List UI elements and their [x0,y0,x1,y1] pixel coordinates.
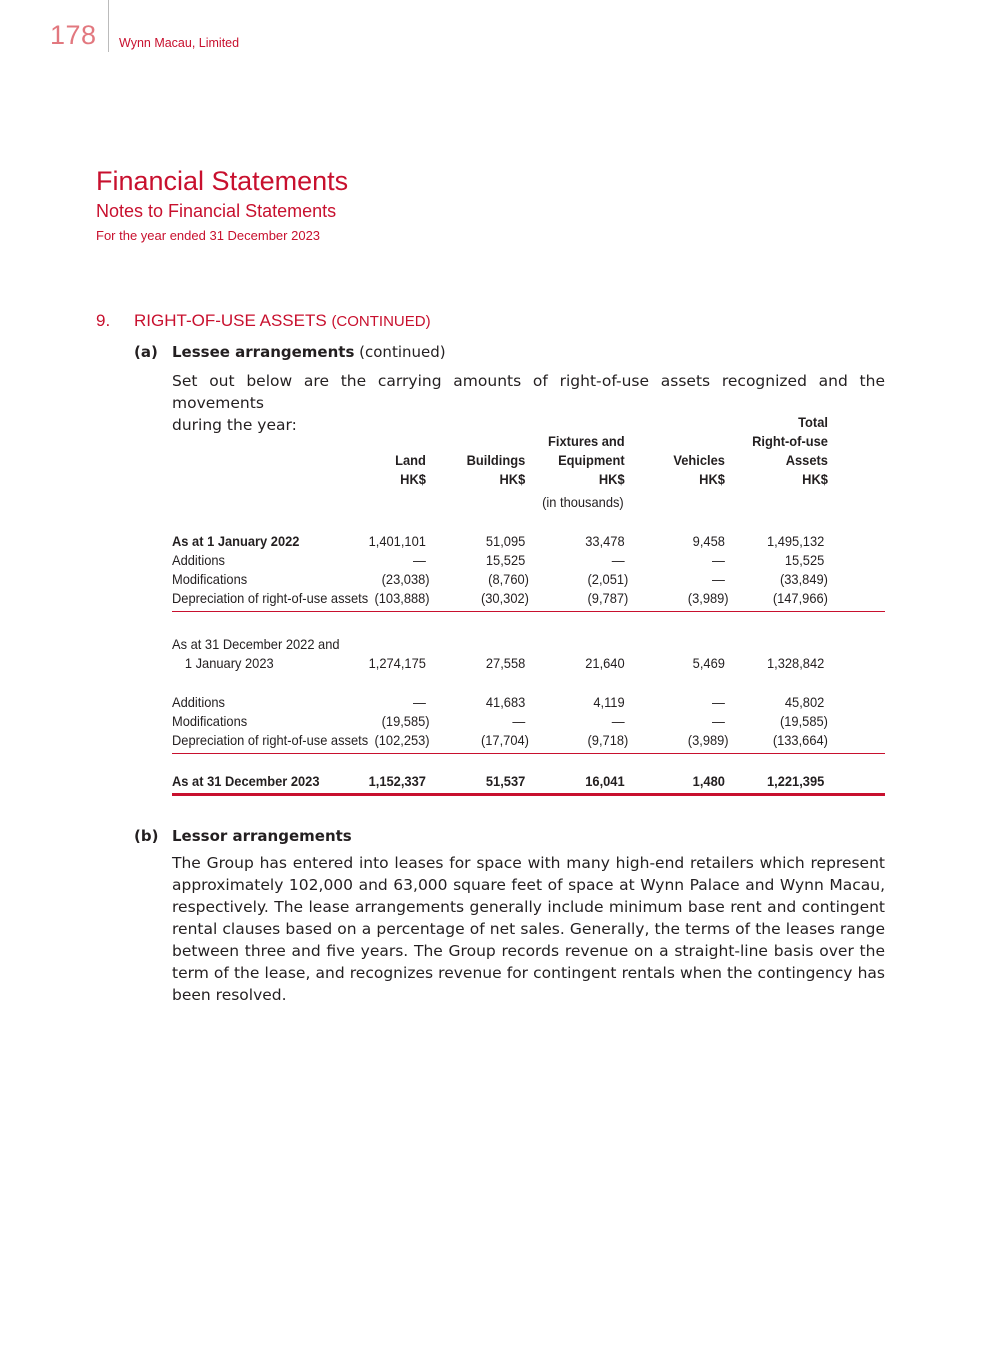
cell-fixtures: 4,119 [593,694,625,710]
cell-buildings: 27,558 [485,655,526,671]
cell-total: (33,849) [779,571,828,587]
section-number: 9. [96,311,111,330]
cell-buildings: 51,537 [485,773,526,789]
rule-line [172,611,885,612]
sub-b-heading-text: Lessor arrangements [172,827,352,845]
header-fixtures-2: Equipment [558,452,625,468]
cell-total: (133,664) [772,732,828,748]
cell-vehicles: (3,989) [687,590,729,606]
cell-total: (19,585) [779,713,828,729]
row-label: Modifications [172,571,248,587]
reporting-period: For the year ended 31 December 2023 [96,228,321,243]
cell-fixtures: — [611,713,625,729]
right-of-use-assets-table [172,414,828,804]
sub-a-label: (a) [134,343,158,361]
row-label: As at 31 December 2022 and [172,636,340,652]
cell-fixtures: (9,787) [587,590,629,606]
cell-vehicles: 5,469 [692,655,725,671]
row-label: Depreciation of right-of-use assets [172,590,369,606]
header-fixtures-1: Fixtures and [548,433,625,449]
header-fixtures-3: HK$ [598,471,625,487]
cell-land: — [413,552,426,568]
header-land-1: Land [395,452,426,468]
cell-vehicles: — [712,713,725,729]
header-total-1: Total [798,414,828,430]
cell-land: (23,038) [381,571,430,587]
sub-b-line: between three and five years. The Group records revenue on a straight-line basis over the [172,942,885,960]
cell-land: (19,585) [381,713,430,729]
header-vehicles-1: Vehicles [673,452,725,468]
row-label: As at 31 December 2023 [172,773,320,789]
cell-fixtures: 33,478 [585,533,625,549]
row-label: Depreciation of right-of-use assets [172,732,369,748]
header-vehicles-2: HK$ [699,471,725,487]
unit-note: (in thousands) [542,494,624,510]
cell-fixtures: (2,051) [587,571,629,587]
row-label-continued: 1 January 2023 [184,655,274,671]
cell-fixtures: — [611,552,625,568]
sub-a-heading-suffix: (continued) [359,343,446,361]
cell-buildings: (8,760) [488,571,529,587]
cell-buildings: — [512,713,526,729]
header-divider [108,0,109,52]
sub-b-line: term of the lease, and recognizes revenue for contingent rentals when the contingency has [172,964,885,982]
section-title-text: RIGHT-OF-USE ASSETS [134,311,327,330]
page-title: Financial Statements [96,166,349,196]
cell-total: 1,495,132 [766,533,825,549]
sub-b-line: been resolved. [172,986,287,1004]
cell-fixtures: 16,041 [585,773,625,789]
header-land-2: HK$ [400,471,426,487]
sub-a-intro-line-2: during the year: [172,416,297,434]
company-name: Wynn Macau, Limited [119,36,240,50]
sub-a-heading-text: Lessee arrangements [172,343,355,361]
cell-total: 45,802 [784,694,825,710]
cell-land: 1,401,101 [368,533,426,549]
cell-buildings: (30,302) [480,590,529,606]
rule-line [172,753,885,754]
cell-fixtures: 21,640 [585,655,625,671]
header-total-2: Right-of-use [752,433,828,449]
sub-b-line: respectively. The lease arrangements generally include minimum base rent and contingent [172,898,885,916]
cell-land: (102,253) [374,732,430,748]
page-subtitle: Notes to Financial Statements [96,201,337,221]
sub-b-line: The Group has entered into leases for space with many high-end retailers which represent [172,854,885,872]
cell-buildings: 15,525 [485,552,526,568]
row-label: Modifications [172,713,248,729]
header-buildings-2: HK$ [499,471,526,487]
cell-fixtures: (9,718) [587,732,629,748]
section-title [134,311,431,331]
cell-land: (103,888) [374,590,430,606]
cell-total: 1,221,395 [766,773,825,789]
cell-vehicles: (3,989) [687,732,729,748]
sub-b-line: rental clauses based on a percentage of net sales. Generally, the terms of the leases range [172,920,885,938]
header-total-3: Assets [785,452,828,468]
sub-a-intro-line-1: Set out below are the carrying amounts of right-of-use assets recognized and the movements [172,372,885,412]
cell-vehicles: — [712,694,725,710]
section-continued: (CONTINUED) [331,313,431,330]
cell-total: 15,525 [784,552,825,568]
sub-b-line: approximately 102,000 and 63,000 square feet of space at Wynn Palace and Wynn Macau, [172,876,885,894]
cell-vehicles: 1,480 [692,773,725,789]
cell-land: — [413,694,426,710]
header-total-4: HK$ [802,471,828,487]
sub-a-heading [172,343,446,361]
cell-total: 1,328,842 [766,655,825,671]
cell-buildings: (17,704) [480,732,529,748]
header-buildings-1: Buildings [466,452,526,468]
cell-buildings: 41,683 [485,694,526,710]
page-number: 178 [50,20,97,50]
row-label: Additions [172,694,225,710]
cell-total: (147,966) [772,590,828,606]
row-label: Additions [172,552,225,568]
cell-buildings: 51,095 [485,533,526,549]
sub-b-heading [172,827,352,845]
double-rule-line [172,793,885,796]
cell-vehicles: — [712,571,725,587]
sub-b-label: (b) [134,827,159,845]
cell-vehicles: — [712,552,725,568]
sub-b-paragraph [172,852,885,1006]
cell-land: 1,274,175 [368,655,426,671]
row-label: As at 1 January 2022 [172,533,300,549]
cell-vehicles: 9,458 [692,533,725,549]
cell-land: 1,152,337 [368,773,426,789]
